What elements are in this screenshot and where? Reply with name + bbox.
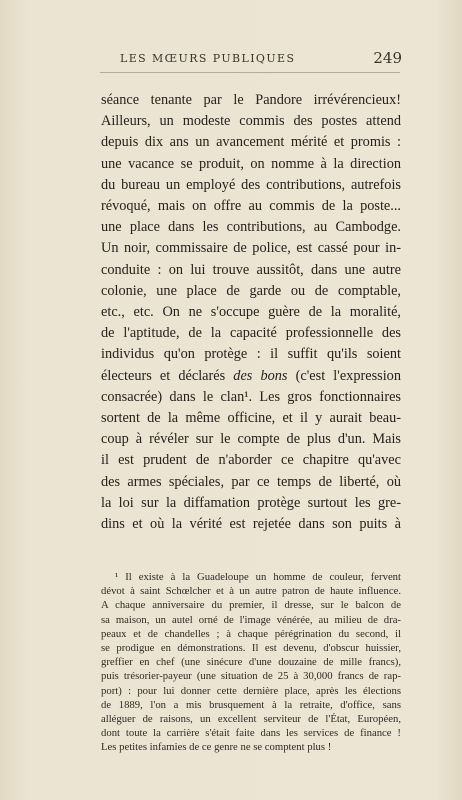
footnote-line: de 1889, l'on a mis brusquement à la retraite, d'office, sans — [101, 698, 401, 711]
text-line: coup à révéler sur le compte de plus d'un. Mais — [101, 431, 401, 448]
footnote-line: ¹ Il existe à la Guadeloupe un homme de couleur, fervent — [115, 571, 401, 583]
footnote-line: A chaque anniversaire du premier, il dresse, sur le balcon de — [101, 599, 401, 612]
footnote-line: dévot à saint Schœlcher et à un autre patron de haute influence. — [101, 585, 401, 598]
text-line: consacrée) dans le clan¹. Les gros fonctionnaires — [101, 388, 401, 405]
footnote-line: dont toute la carrière s'était faite dans les services de finance ! — [101, 727, 401, 740]
footnote-line: sa maison, un autel orné de l'image vénérée, au milieu de dra- — [101, 613, 401, 626]
text-line: du bureau un employé des contributions, autrefois — [101, 176, 401, 193]
running-head: LES MŒURS PUBLIQUES — [120, 52, 296, 65]
text-line: il est prudent de n'aborder ce chapitre qu'avec — [101, 452, 401, 469]
header-rule — [100, 72, 400, 73]
text-line: conduite : on lui trouve aussitôt, dans une autre — [101, 261, 401, 278]
text-line: Ailleurs, un modeste commis des postes attend — [101, 113, 401, 130]
text-line: de l'aptitude, de la capacité professionnelle des — [101, 325, 401, 342]
text-line: révoqué, mais on offre au commis de la poste... — [101, 198, 401, 215]
text-line: la loi sur la diffamation protège surtout les gre- — [101, 494, 401, 511]
text-line: une place dans les contributions, au Cambodge. — [101, 219, 401, 236]
text-line: etc., etc. On ne s'occupe guère de la moralité, — [101, 304, 401, 321]
footnote-line: port) : pour lui donner cette dernière place, après les élections — [101, 684, 401, 697]
text-line: séance tenante par le Pandore irrévérencieux! — [101, 92, 401, 108]
text-line: des armes spéciales, par ce temps de liberté, où — [101, 473, 401, 490]
text-line: individus qu'on protège : il suffit qu'ils soient — [101, 346, 401, 363]
footnote-line: greffier en chef (une sinécure d'une douzaine de mille francs), — [101, 656, 401, 669]
footnote-line: se prodigue en démonstrations. Il est devenu, d'obscur huissier, — [101, 642, 401, 655]
page-header — [120, 49, 402, 69]
text-line: une vacance se produit, on nomme à la direction — [101, 155, 401, 172]
text-line: dins et où la vérité est rejetée dans son puits à — [101, 516, 401, 533]
footnote-line: puis trésorier-payeur (une situation de 25 à 30,000 francs de rap- — [101, 670, 401, 683]
page-number: 249 — [373, 49, 402, 67]
footnote-line: alléguer de raisons, un excellent serviteur de l'État, Européen, — [101, 713, 401, 726]
text-line: électeurs et déclarés des bons (c'est l'expression — [101, 367, 401, 384]
footnote-line: peaux et de chandelles ; à chaque pérégrination du second, il — [101, 627, 401, 640]
text-line: depuis dix ans un avancement mérité et promis : — [101, 134, 401, 151]
footnote-line: Les petites infamies de ce genre ne se comptent plus ! — [101, 741, 332, 754]
text-line: sortent de la même officine, et il y aurait beau- — [101, 410, 401, 427]
text-line: Un noir, commissaire de police, est cassé pour in- — [101, 240, 401, 257]
footnote — [101, 570, 401, 755]
text-line: colonie, une place de garde ou de comptable, — [101, 282, 401, 299]
body-text — [101, 90, 401, 535]
